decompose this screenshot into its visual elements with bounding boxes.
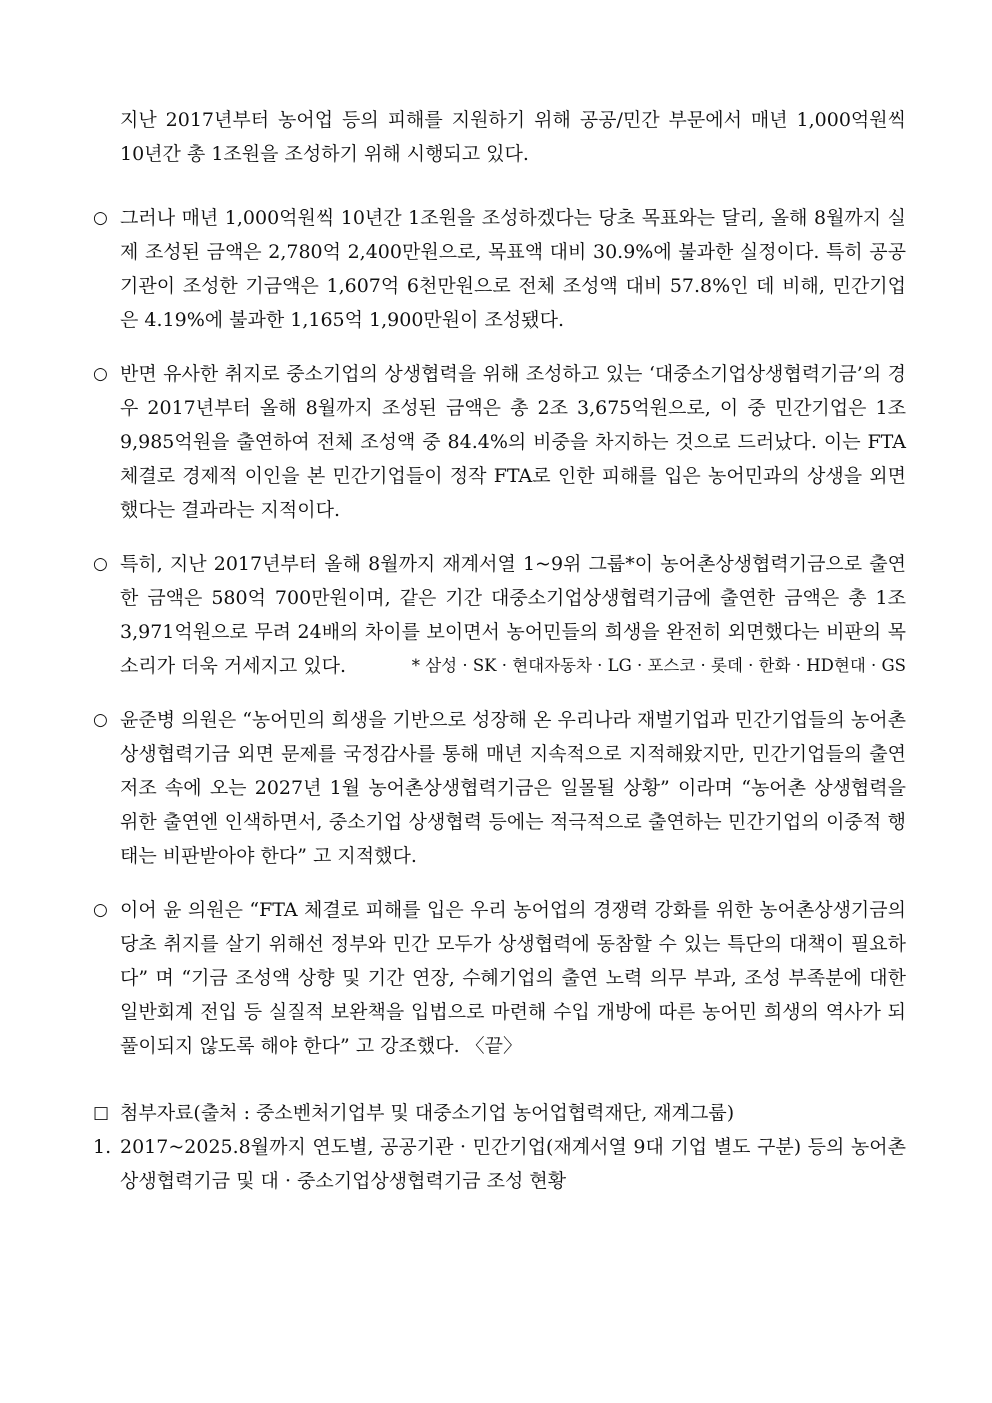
intro-paragraph: 지난 2017년부터 농어업 등의 피해를 지원하기 위해 공공/민간 부문에서 매년 1,000억원씩 10년간 총 1조원을 조성하기 위해 시행되고 있다. [120, 109, 906, 165]
paragraph-2 [93, 357, 906, 527]
circle-bullet-icon: ○ [93, 710, 108, 730]
attachment-item-number: 1. [93, 1136, 112, 1158]
paragraph-text: 이어 윤 의원은 “FTA 체결로 피해를 입은 우리 농어업의 경쟁력 강화를 위한 농어촌상생기금의 당초 취지를 살기 위해선 정부와 민간 모두가 상생협력에 동참할 수 있는 특단의 대책이 필요하다” 며 “기금 조성액 상향 및 기간 연장, 수혜기업의 출연 노력 의무 부과, 조성 부족분에 대한 일반회계 전입 등 실질적 보완책을 입법으로 마련해 수입 개방에 따른 농어민 희생의 역사가 되풀이되지 않도록 해야 한다” 고 강조했다. 〈끝〉 [120, 899, 906, 1057]
paragraph-text: 그러나 매년 1,000억원씩 10년간 1조원을 조성하겠다는 당초 목표와는 달리, 올해 8월까지 실제 조성된 금액은 2,780억 2,400만원으로, 목표액 대비 30.9%에 불과한 실정이다. 특히 공공기관이 조성한 기금액은 1,607억 6천만원으로 전체 조성액 대비 57.8%인 데 비해, 민간기업은 4.19%에 불과한 1,165억 1,900만원이 조성됐다. [120, 207, 906, 331]
paragraph-3 [93, 547, 906, 683]
circle-bullet-icon: ○ [93, 554, 108, 574]
paragraph-4 [93, 703, 906, 873]
attachment-header-text: 첨부자료(출처 : 중소벤처기업부 및 대중소기업 농어업협력재단, 재계그룹) [120, 1102, 735, 1124]
paragraph-text [120, 547, 906, 683]
paragraph-text: 반면 유사한 취지로 중소기업의 상생협력을 위해 조성하고 있는 ‘대중소기업상생협력기금’의 경우 2017년부터 올해 8월까지 조성된 금액은 총 2조 3,675억원으로, 이 중 민간기업은 1조 9,985억원을 출연하여 전체 조성액 중 84.4%의 비중을 차지하는 것으로 드러났다. 이는 FTA 체결로 경제적 이인을 본 민간기업들이 정작 FTA로 인한 피해를 입은 농어민과의 상생을 외면했다는 결과라는 지적이다. [120, 363, 906, 521]
attachment-header-row [93, 1096, 906, 1130]
circle-bullet-icon: ○ [93, 364, 108, 384]
circle-bullet-icon: ○ [93, 900, 108, 920]
square-bullet-icon: □ [93, 1103, 110, 1123]
document-body [93, 103, 906, 1198]
paragraph-text: 윤준병 의원은 “농어민의 희생을 기반으로 성장해 온 우리나라 재벌기업과 민간기업들의 농어촌상생협력기금 외면 문제를 국정감사를 통해 매년 지속적으로 지적해왔지만, 민간기업들의 출연 저조 속에 오는 2027년 1월 농어촌상생협력기금은 일몰될 상황” 이라며 “농어촌 상생협력을 위한 출연엔 인색하면서, 중소기업 상생협력 등에는 적극적으로 출연하는 민간기업의 이중적 행태는 비판받아야 한다” 고 지적했다. [120, 709, 906, 867]
paragraph-1 [93, 201, 906, 337]
circle-bullet-icon: ○ [93, 208, 108, 228]
conglomerates-footnote: * 삼성 · SK · 현대자동차 · LG · 포스코 · 롯데 · 한화 · HD현대 · GS [411, 656, 906, 675]
attachment-item-text: 2017~2025.8월까지 연도별, 공공기관 · 민간기업(재계서열 9대 기업 별도 구분) 등의 농어촌상생협력기금 및 대 · 중소기업상생협력기금 조성 현황 [120, 1136, 906, 1192]
attachment-item-1 [93, 1130, 906, 1198]
attachment-section [93, 1096, 906, 1198]
paragraph-5 [93, 893, 906, 1063]
paragraph-text-body: 특히, 지난 2017년부터 올해 8월까지 재계서열 1~9위 그룹*이 농어촌상생협력기금으로 출연한 금액은 580억 700만원이며, 같은 기간 대중소기업상생협력기금에 출연한 금액은 총 1조 3,971억원으로 무려 24배의 차이를 보이면서 농어민들의 희생을 완전히 외면했다는 비판의 목소리가 더욱 거세지고 있다. [120, 553, 906, 677]
